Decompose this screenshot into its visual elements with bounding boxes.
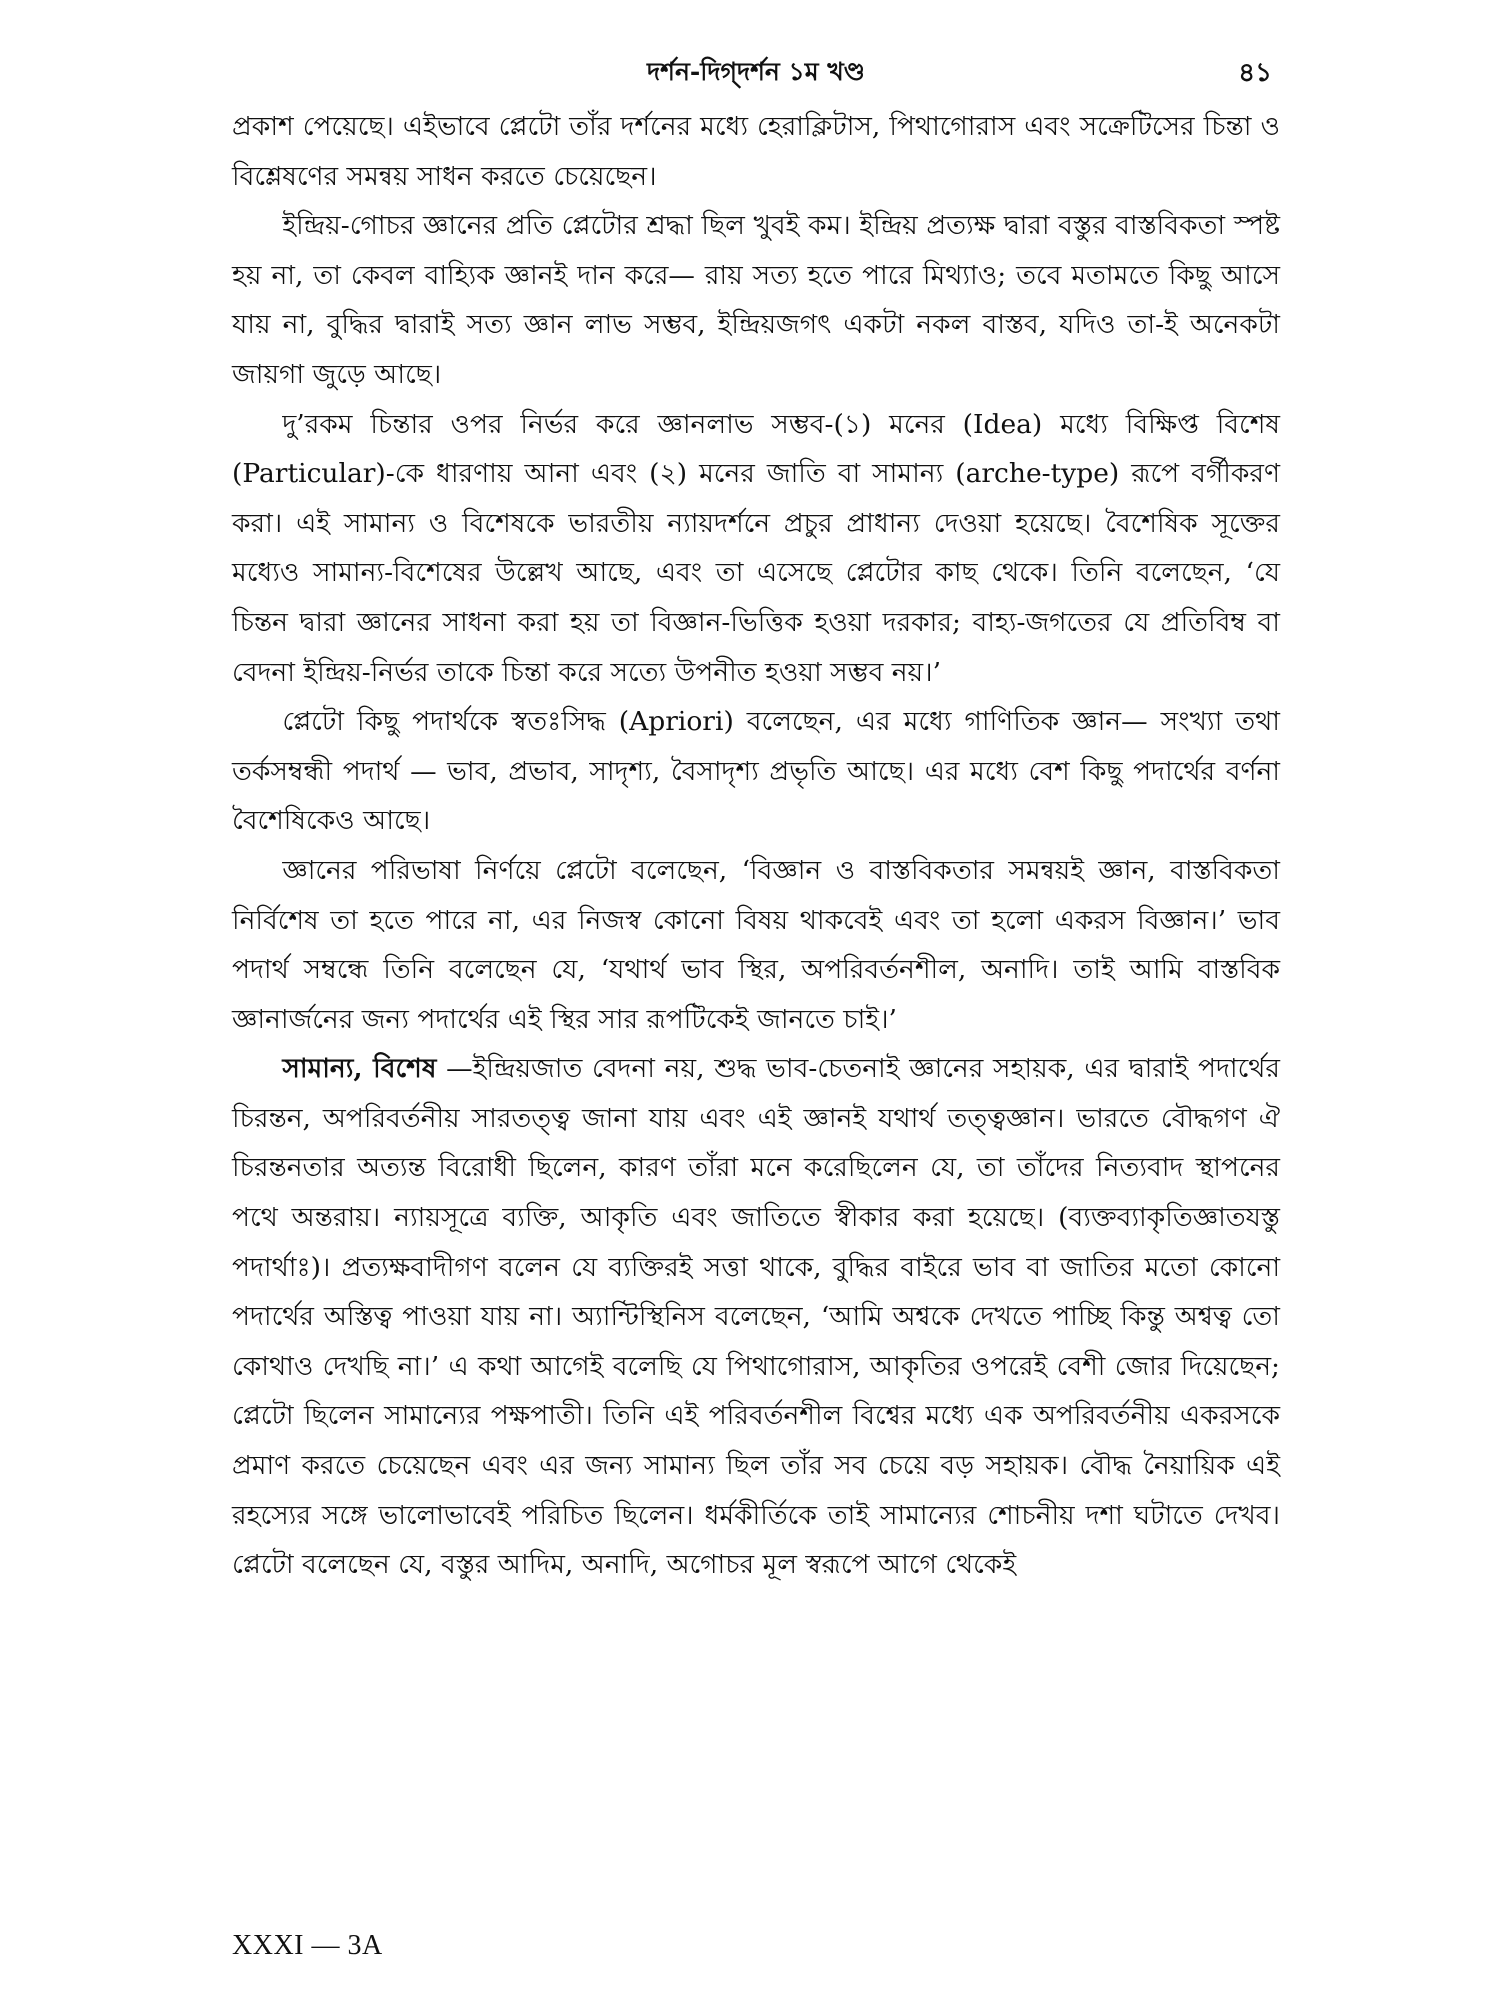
paragraph-text: প্রকাশ পেয়েছে। এইভাবে প্লেটো তাঁর দর্শনের মধ্যে হেরাক্লিটাস, পিথাগোরাস এবং সক্রেটিসের চিন্তা ও বিশ্লেষণের সমন্বয় সাধন করতে চেয়েছেন। <box>232 111 1280 192</box>
section-lead-heading: সামান্য, বিশেষ <box>282 1053 437 1085</box>
paragraph <box>232 846 1280 1044</box>
paragraph <box>232 102 1280 201</box>
body-text <box>232 102 1280 1590</box>
running-head: দর্শন-দিগ্‌দর্শন ১ম খণ্ড <box>647 57 865 86</box>
paragraph-text: ইন্দ্রিয়-গোচর জ্ঞানের প্রতি প্লেটোর শ্রদ্ধা ছিল খুবই কম। ইন্দ্রিয় প্রত্যক্ষ দ্বারা বস্তুর বাস্তবিকতা স্পষ্ট হয় না, তা কেবল বাহ্যিক জ্ঞানই দান করে— রায় সত্য হতে পারে মিথ্যাও; তবে মতামতে কিছু আসে যায় না, বুদ্ধির দ্বারাই সত্য জ্ঞান লাভ সম্ভব, ইন্দ্রিয়জগৎ একটা নকল বাস্তব, যদিও তা-ই অনেকটা জায়গা জুড়ে আছে। <box>232 210 1280 390</box>
paragraph <box>232 201 1280 399</box>
paragraph-text: —ইন্দ্রিয়জাত বেদনা নয়, শুদ্ধ ভাব-চেতনাই জ্ঞানের সহায়ক, এর দ্বারাই পদার্থের চিরন্তন, অপরিবর্তনীয় সারতত্ত্ব জানা যায় এবং এই জ্ঞানই যথার্থ তত্ত্বজ্ঞান। ভারতে বৌদ্ধগণ ঐ চিরন্তনতার অত্যন্ত বিরোধী ছিলেন, কারণ তাঁরা মনে করেছিলেন যে, তা তাঁদের নিত্যবাদ স্থাপনের পথে অন্তরায়। ন্যায়সূত্রে ব্যক্তি, আকৃতি এবং জাতিতে স্বীকার করা হয়েছে। (ব্যক্তব্যাকৃতিজ্ঞাতযস্তু পদার্থাঃ)। প্রত্যক্ষবাদীগণ বলেন যে ব্যক্তিরই সত্তা থাকে, বুদ্ধির বাইরে ভাব বা জাতির মতো কোনো পদার্থের অস্তিত্ব পাওয়া যায় না। অ্যান্টিস্থিনিস বলেছেন, ‘আমি অশ্বকে দেখতে পাচ্ছি কিন্তু অশ্বত্ব তো কোথাও দেখছি না।’ এ কথা আগেই বলেছি যে পিথাগোরাস, আকৃতির ওপরেই বেশী জোর দিয়েছেন; প্লেটো ছিলেন সামান্যের পক্ষপাতী। তিনি এই পরিবর্তনশীল বিশ্বের মধ্যে এক অপরিবর্তনীয় একরসকে প্রমাণ করতে চেয়েছেন এবং এর জন্য সামান্য ছিল তাঁর সব চেয়ে বড় সহায়ক। বৌদ্ধ নৈয়ায়িক এই রহস্যের সঙ্গে ভালোভাবেই পরিচিত ছিলেন। ধর্মকীর্তিকে তাই সামান্যের শোচনীয় দশা ঘটাতে দেখব। প্লেটো বলেছেন যে, বস্তুর আদিম, অনাদি, অগোচর মূল স্বরূপে আগে থেকেই <box>232 1053 1280 1581</box>
paragraph <box>232 400 1280 698</box>
paragraph-text: দু’রকম চিন্তার ওপর নির্ভর করে জ্ঞানলাভ সম্ভব-(১) মনের (Idea) মধ্যে বিক্ষিপ্ত বিশেষ (Particular)-কে ধারণায় আনা এবং (২) মনের জাতি বা সামান্য (arche-type) রূপে বর্গীকরণ করা। এই সামান্য ও বিশেষকে ভারতীয় ন্যায়দর্শনে প্রচুর প্রাধান্য দেওয়া হয়েছে। বৈশেষিক সূক্তের মধ্যেও সামান্য-বিশেষের উল্লেখ আছে, এবং তা এসেছে প্লেটোর কাছ থেকে। তিনি বলেছেন, ‘যে চিন্তন দ্বারা জ্ঞানের সাধনা করা হয় তা বিজ্ঞান-ভিত্তিক হওয়া দরকার; বাহ্য-জগতের যে প্রতিবিম্ব বা বেদনা ইন্দ্রিয়-নির্ভর তাকে চিন্তা করে সত্যে উপনীত হওয়া সম্ভব নয়।’ <box>232 408 1280 688</box>
page-header <box>232 46 1280 102</box>
book-page <box>232 46 1280 1976</box>
paragraph-text: প্লেটো কিছু পদার্থকে স্বতঃসিদ্ধ (Apriori) বলেছেন, এর মধ্যে গাণিতিক জ্ঞান— সংখ্যা তথা তর্কসম্বন্ধী পদার্থ — ভাব, প্রভাব, সাদৃশ্য, বৈসাদৃশ্য প্রভৃতি আছে। এর মধ্যে বেশ কিছু পদার্থের বর্ণনা বৈশেষিকেও আছে। <box>232 706 1280 837</box>
page-number: ৪১ <box>1238 58 1272 88</box>
print-signature: XXXI — 3A <box>232 1930 383 1961</box>
paragraph <box>232 697 1280 846</box>
paragraph <box>232 1044 1280 1590</box>
paragraph-text: জ্ঞানের পরিভাষা নির্ণয়ে প্লেটো বলেছেন, ‘বিজ্ঞান ও বাস্তবিকতার সমন্বয়ই জ্ঞান, বাস্তবিকতা নির্বিশেষ তা হতে পারে না, এর নিজস্ব কোনো বিষয় থাকবেই এবং তা হলো একরস বিজ্ঞান।’ ভাব পদার্থ সম্বন্ধে তিনি বলেছেন যে, ‘যথার্থ ভাব স্থির, অপরিবর্তনশীল, অনাদি। তাই আমি বাস্তবিক জ্ঞানার্জনের জন্য পদার্থের এই স্থির সার রূপটিকেই জানতে চাই।’ <box>232 854 1280 1035</box>
